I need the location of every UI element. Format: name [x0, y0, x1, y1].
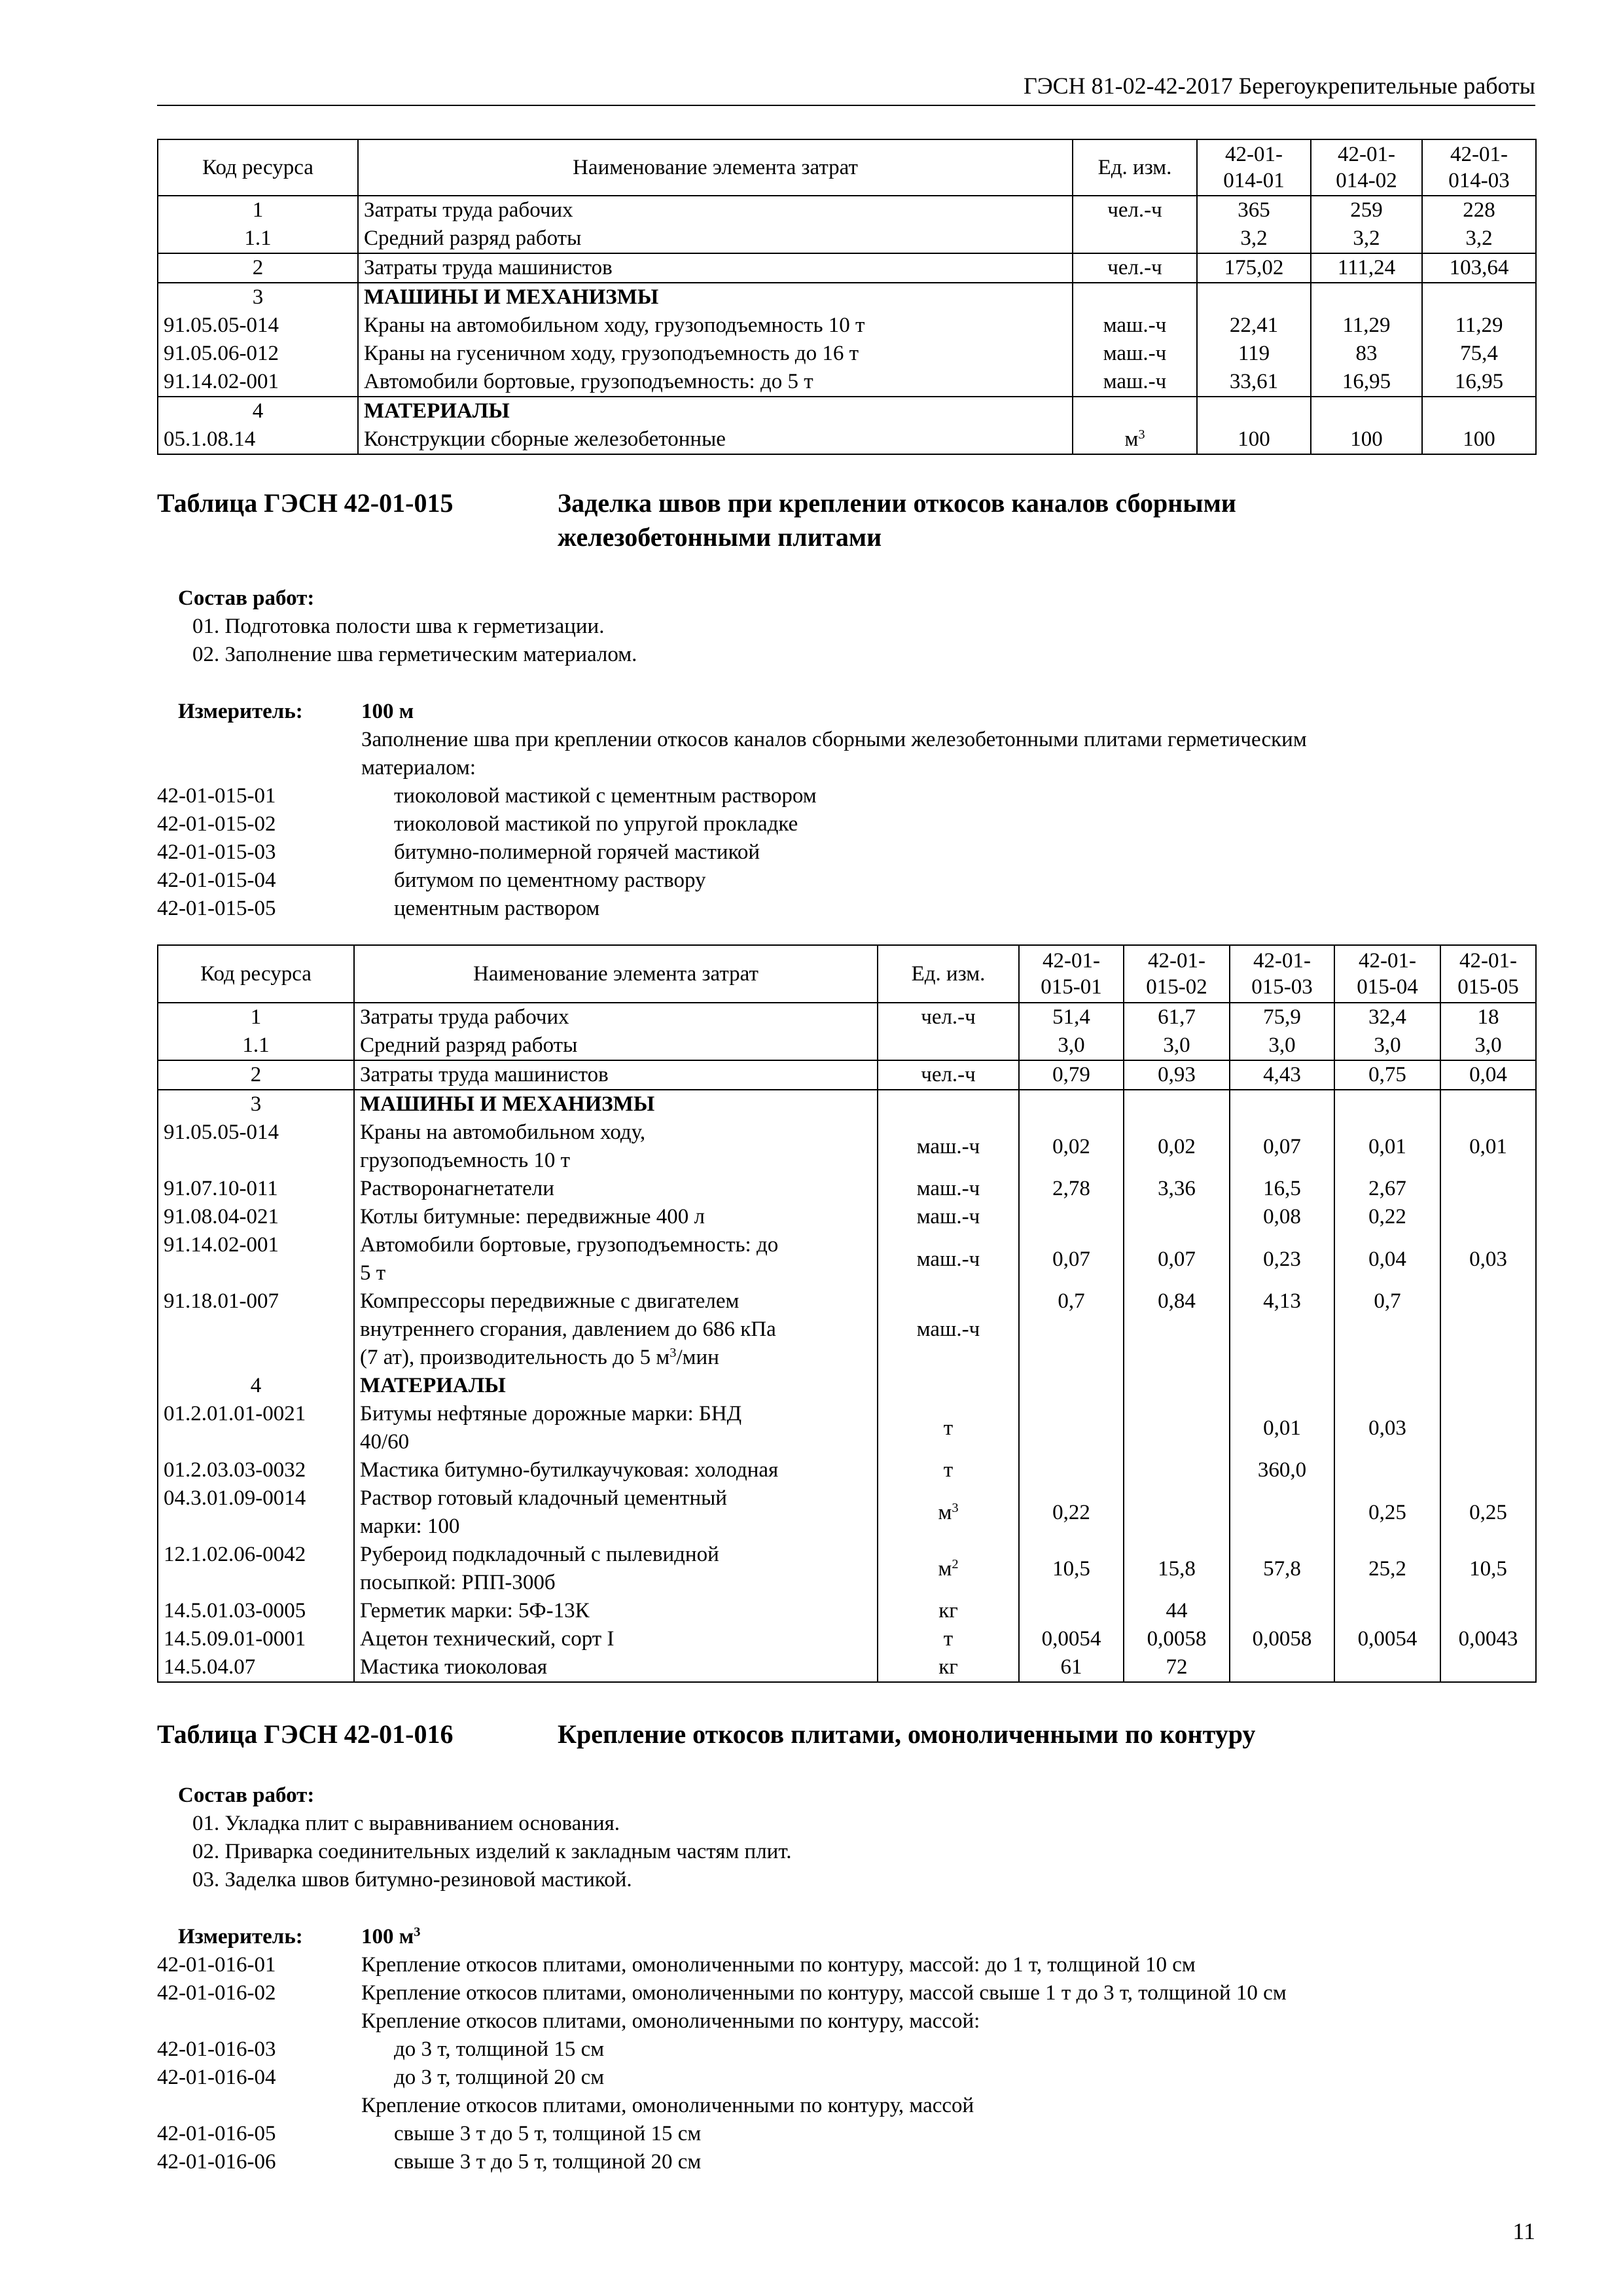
resource-name: Затраты труда рабочих	[358, 196, 1073, 224]
resource-value	[1440, 1175, 1536, 1203]
variant-text: до 3 т, толщиной 15 см	[394, 2037, 605, 2061]
meter-label-015: Измеритель:	[178, 700, 303, 723]
resource-value	[1230, 1090, 1334, 1119]
variant-text: Крепление откосов плитами, омоноличенными по контуру, массой свыше 1 т до 3 т, толщиной 10 см	[361, 1981, 1287, 2005]
resource-name: Компрессоры передвижные с двигателем внутреннего сгорания, давлением до 686 кПа (7 ат), производительность до 5 $м^3$/мин	[354, 1287, 878, 1372]
variant-text: до 3 т, толщиной 20 см	[394, 2066, 605, 2089]
resource-value: 25,2	[1334, 1541, 1440, 1597]
resource-unit: $м^3$	[1073, 425, 1197, 454]
resource-code: 4	[158, 1372, 354, 1400]
resource-value: 16,5	[1230, 1175, 1334, 1203]
resource-value: 18	[1440, 1003, 1536, 1031]
resource-value	[1230, 1597, 1334, 1625]
resource-value: 3,0	[1334, 1031, 1440, 1060]
variant-item	[157, 810, 1531, 838]
resource-value: 3,0	[1440, 1031, 1536, 1060]
col-header-variant: 42-01- 014-03	[1422, 139, 1536, 196]
resource-value	[1124, 1203, 1230, 1231]
resource-code: 91.18.01-007	[158, 1287, 354, 1372]
resource-unit: маш.-ч	[1073, 368, 1197, 397]
resource-value: 365	[1197, 196, 1311, 224]
composition-label-016: Состав работ:	[178, 1784, 315, 1807]
resource-value: 0,04	[1334, 1231, 1440, 1287]
resource-code: 91.05.06-012	[158, 340, 358, 368]
resource-value: 4,43	[1230, 1060, 1334, 1090]
resource-code: 3	[158, 1090, 354, 1119]
resource-value: 100	[1422, 425, 1536, 454]
resource-value: 3,0	[1124, 1031, 1230, 1060]
resource-value	[1019, 1597, 1124, 1625]
resource-name: Затраты труда рабочих	[354, 1003, 878, 1031]
resource-value: 75,9	[1230, 1003, 1334, 1031]
resource-value: 11,29	[1422, 312, 1536, 340]
variant-text: Крепление откосов плитами, омоноличенными по контуру, массой: до 1 т, толщиной 10 см	[361, 1953, 1196, 1977]
resource-unit	[1073, 283, 1197, 312]
table-label-015: Таблица ГЭСН 42-01-015	[157, 488, 454, 518]
table-row	[158, 1119, 1536, 1175]
resource-value	[1440, 1400, 1536, 1456]
resource-value	[1440, 1287, 1536, 1372]
resource-unit	[1073, 397, 1197, 425]
resource-name: Мастика тиоколовая	[354, 1653, 878, 1682]
col-header-name: Наименование элемента затрат	[358, 139, 1073, 196]
resource-value	[1440, 1456, 1536, 1484]
resource-code: 1	[158, 196, 358, 224]
col-header-code: Код ресурса	[158, 945, 354, 1003]
resource-code: 91.05.05-014	[158, 312, 358, 340]
resource-name: Краны на гусеничном ходу, грузоподъемность до 16 т	[358, 340, 1073, 368]
resource-unit	[1073, 224, 1197, 253]
resource-value	[1019, 1372, 1124, 1400]
variant-text: свыше 3 т до 5 т, толщиной 15 см	[394, 2122, 702, 2145]
variant-text: битумно-полимерной горячей мастикой	[394, 840, 760, 864]
resource-unit: т	[878, 1625, 1019, 1653]
meter-description: Заполнение шва при креплении откосов каналов сборными железобетонными плитами герметическим	[361, 728, 1307, 751]
resource-value: 0,22	[1334, 1203, 1440, 1231]
resource-value: 2,67	[1334, 1175, 1440, 1203]
resource-value: 61,7	[1124, 1003, 1230, 1031]
table-row	[158, 312, 1536, 340]
resource-name: Средний разряд работы	[358, 224, 1073, 253]
resource-unit: $м^3$	[878, 1484, 1019, 1541]
meter-label-016: Измеритель:	[178, 1925, 303, 1948]
resource-value: 3,2	[1311, 224, 1422, 253]
resource-name: МАШИНЫ И МЕХАНИЗМЫ	[354, 1090, 878, 1119]
resource-unit: т	[878, 1456, 1019, 1484]
resource-value	[1124, 1456, 1230, 1484]
resource-value: 3,2	[1197, 224, 1311, 253]
variant-text: тиоколовой мастикой с цементным раствором	[394, 784, 817, 808]
resource-value	[1334, 1597, 1440, 1625]
table-row	[158, 1400, 1536, 1456]
resource-value	[1440, 1090, 1536, 1119]
table-row	[158, 1484, 1536, 1541]
col-header-unit: Ед. изм.	[878, 945, 1019, 1003]
resource-code: 4	[158, 397, 358, 425]
resource-name: Котлы битумные: передвижные 400 л	[354, 1203, 878, 1231]
resource-value: 0,23	[1230, 1231, 1334, 1287]
resource-unit	[878, 1372, 1019, 1400]
variant-item	[157, 782, 1531, 810]
table-row	[158, 1031, 1536, 1060]
table-row	[158, 1003, 1536, 1031]
variant-code: 42-01-016-01	[157, 1953, 276, 1977]
variant-code: 42-01-016-05	[157, 2122, 276, 2145]
variant-code: 42-01-016-02	[157, 1981, 276, 2005]
resource-name: Автомобили бортовые, грузоподъемность: до 5 т	[354, 1231, 878, 1287]
resource-code: 01.2.03.03-0032	[158, 1456, 354, 1484]
table-label-016: Таблица ГЭСН 42-01-016	[157, 1719, 454, 1749]
table-row	[158, 368, 1536, 397]
resource-value: 0,79	[1019, 1060, 1124, 1090]
resource-value	[1334, 1653, 1440, 1682]
work-step: 01. Подготовка полости шва к герметизации.	[192, 615, 605, 638]
resource-unit: маш.-ч	[878, 1175, 1019, 1203]
table-row	[158, 196, 1536, 224]
resource-value: 44	[1124, 1597, 1230, 1625]
variant-list-015	[157, 782, 1531, 923]
resource-value: 11,29	[1311, 312, 1422, 340]
variant-code: 42-01-015-02	[157, 812, 276, 836]
resource-value: 0,0054	[1334, 1625, 1440, 1653]
resource-value	[1334, 1372, 1440, 1400]
resource-value: 0,0058	[1230, 1625, 1334, 1653]
table-row	[158, 1456, 1536, 1484]
resource-value: 100	[1311, 425, 1422, 454]
table-row	[158, 1287, 1536, 1372]
composition-label-015: Состав работ:	[178, 586, 315, 610]
resource-value	[1422, 397, 1536, 425]
resource-value: 0,84	[1124, 1287, 1230, 1372]
work-step: 03. Заделка швов битумно-резиновой мастикой.	[192, 1868, 632, 1892]
resource-value: 10,5	[1440, 1541, 1536, 1597]
resource-value: 0,08	[1230, 1203, 1334, 1231]
resource-value: 0,07	[1230, 1119, 1334, 1175]
variant-item	[157, 2092, 1531, 2120]
variant-item	[157, 1951, 1531, 1979]
resource-value	[1422, 283, 1536, 312]
resource-name: Битумы нефтяные дорожные марки: БНД 40/60	[354, 1400, 878, 1456]
resource-name: Средний разряд работы	[354, 1031, 878, 1060]
table-row	[158, 1203, 1536, 1231]
variant-item	[157, 2148, 1531, 2176]
resource-value	[1230, 1484, 1334, 1541]
resource-value: 3,0	[1230, 1031, 1334, 1060]
table-row	[158, 1653, 1536, 1682]
col-header-unit: Ед. изм.	[1073, 139, 1197, 196]
variant-item	[157, 867, 1531, 895]
resource-code: 04.3.01.09-0014	[158, 1484, 354, 1541]
resource-value: 16,95	[1311, 368, 1422, 397]
resource-unit: кг	[878, 1653, 1019, 1682]
resource-unit: чел.-ч	[878, 1003, 1019, 1031]
col-header-variant: 42-01- 015-04	[1334, 945, 1440, 1003]
resource-value: 0,25	[1440, 1484, 1536, 1541]
resource-value: 57,8	[1230, 1541, 1334, 1597]
table-title-015-line1: Заделка швов при креплении откосов каналов сборными	[558, 488, 1236, 518]
resource-value: 0,0043	[1440, 1625, 1536, 1653]
table-row	[158, 224, 1536, 253]
variant-item	[157, 2036, 1531, 2064]
resource-value: 0,03	[1440, 1231, 1536, 1287]
col-header-name: Наименование элемента затрат	[354, 945, 878, 1003]
variant-list-016	[157, 1951, 1531, 2176]
resource-unit: маш.-ч	[1073, 312, 1197, 340]
resource-name: МАТЕРИАЛЫ	[354, 1372, 878, 1400]
resource-value	[1124, 1400, 1230, 1456]
meter-description: материалом:	[361, 756, 476, 780]
resource-code: 3	[158, 283, 358, 312]
resource-table-015	[157, 944, 1537, 1683]
resource-value: 119	[1197, 340, 1311, 368]
col-header-variant: 42-01- 014-01	[1197, 139, 1311, 196]
variant-code: 42-01-015-03	[157, 840, 276, 864]
work-step: 02. Заполнение шва герметическим материалом.	[192, 643, 637, 666]
resource-code: 91.07.10-011	[158, 1175, 354, 1203]
resource-unit: чел.-ч	[878, 1060, 1019, 1090]
resource-value: 100	[1197, 425, 1311, 454]
resource-value: 33,61	[1197, 368, 1311, 397]
resource-value	[1124, 1090, 1230, 1119]
resource-value: 103,64	[1422, 253, 1536, 283]
resource-code: 14.5.04.07	[158, 1653, 354, 1682]
resource-name: Краны на автомобильном ходу, грузоподъемность 10 т	[354, 1119, 878, 1175]
table-row	[158, 1090, 1536, 1119]
variant-code: 42-01-015-05	[157, 897, 276, 920]
table-title-015-line2: железобетонными плитами	[558, 522, 882, 552]
work-step: 01. Укладка плит с выравниванием основания.	[192, 1812, 620, 1835]
resource-name: Затраты труда машинистов	[354, 1060, 878, 1090]
variant-text: битумом по цементному раствору	[394, 869, 706, 892]
resource-code: 1	[158, 1003, 354, 1031]
table-row	[158, 1060, 1536, 1090]
col-header-variant: 42-01- 015-02	[1124, 945, 1230, 1003]
resource-value: 3,0	[1019, 1031, 1124, 1060]
table-row	[158, 340, 1536, 368]
resource-value: 0,0054	[1019, 1625, 1124, 1653]
resource-value: 0,25	[1334, 1484, 1440, 1541]
variant-code: 42-01-016-06	[157, 2150, 276, 2174]
meter-value-016: 100 $м^3$	[361, 1924, 421, 1948]
table-row	[158, 397, 1536, 425]
work-step: 02. Приварка соединительных изделий к закладным частям плит.	[192, 1840, 792, 1863]
resource-value: 83	[1311, 340, 1422, 368]
resource-unit: маш.-ч	[878, 1231, 1019, 1287]
table-row	[158, 283, 1536, 312]
resource-code: 1.1	[158, 224, 358, 253]
resource-unit: кг	[878, 1597, 1019, 1625]
variant-item	[157, 1979, 1531, 2007]
resource-name: Мастика битумно-бутилкаучуковая: холодная	[354, 1456, 878, 1484]
table-row	[158, 425, 1536, 454]
resource-unit: маш.-ч	[1073, 340, 1197, 368]
resource-value: 22,41	[1197, 312, 1311, 340]
table-row	[158, 1175, 1536, 1203]
variant-item	[157, 2120, 1531, 2148]
resource-value: 228	[1422, 196, 1536, 224]
variant-code: 42-01-016-03	[157, 2037, 276, 2061]
col-header-code: Код ресурса	[158, 139, 358, 196]
resource-value: 15,8	[1124, 1541, 1230, 1597]
resource-value: 3,36	[1124, 1175, 1230, 1203]
resource-code: 2	[158, 1060, 354, 1090]
resource-name: Затраты труда машинистов	[358, 253, 1073, 283]
resource-unit: $м^2$	[878, 1541, 1019, 1597]
resource-value	[1019, 1400, 1124, 1456]
resource-code: 91.14.02-001	[158, 1231, 354, 1287]
variant-text: цементным раствором	[394, 897, 600, 920]
resource-value: 0,07	[1124, 1231, 1230, 1287]
resource-value	[1334, 1090, 1440, 1119]
variant-item	[157, 2007, 1531, 2036]
resource-value: 32,4	[1334, 1003, 1440, 1031]
resource-code: 91.14.02-001	[158, 368, 358, 397]
resource-name: Рубероид подкладочный с пылевидной посыпкой: РПП-300б	[354, 1541, 878, 1597]
table-row	[158, 1541, 1536, 1597]
resource-value	[1019, 1090, 1124, 1119]
resource-value: 111,24	[1311, 253, 1422, 283]
resource-value	[1440, 1653, 1536, 1682]
resource-unit: чел.-ч	[1073, 253, 1197, 283]
table-row	[158, 1625, 1536, 1653]
resource-value: 0,0058	[1124, 1625, 1230, 1653]
resource-value: 4,13	[1230, 1287, 1334, 1372]
resource-code: 91.05.05-014	[158, 1119, 354, 1175]
resource-value: 3,2	[1422, 224, 1536, 253]
variant-item	[157, 2064, 1531, 2092]
resource-value: 0,01	[1334, 1119, 1440, 1175]
running-header: ГЭСН 81-02-42-2017 Берегоукрепительные работы	[157, 71, 1535, 106]
resource-value: 2,78	[1019, 1175, 1124, 1203]
table-row	[158, 1372, 1536, 1400]
resource-value: 61	[1019, 1653, 1124, 1682]
resource-value: 0,7	[1334, 1287, 1440, 1372]
resource-value: 0,22	[1019, 1484, 1124, 1541]
table-title-016: Крепление откосов плитами, омоноличенными по контуру	[558, 1719, 1256, 1749]
resource-code: 2	[158, 253, 358, 283]
resource-name: Раствор готовый кладочный цементный марки: 100	[354, 1484, 878, 1541]
col-header-variant: 42-01- 015-01	[1019, 945, 1124, 1003]
resource-unit: маш.-ч	[878, 1119, 1019, 1175]
resource-unit	[878, 1090, 1019, 1119]
resource-value	[1124, 1372, 1230, 1400]
variant-code: 42-01-015-04	[157, 869, 276, 892]
table-row	[158, 253, 1536, 283]
resource-value	[1124, 1484, 1230, 1541]
resource-code: 05.1.08.14	[158, 425, 358, 454]
resource-value: 16,95	[1422, 368, 1536, 397]
resource-value: 75,4	[1422, 340, 1536, 368]
col-header-variant: 42-01- 015-05	[1440, 945, 1536, 1003]
resource-name: МАШИНЫ И МЕХАНИЗМЫ	[358, 283, 1073, 312]
resource-name: Краны на автомобильном ходу, грузоподъемность 10 т	[358, 312, 1073, 340]
resource-code: 01.2.01.01-0021	[158, 1400, 354, 1456]
resource-value: 0,04	[1440, 1060, 1536, 1090]
resource-value	[1230, 1372, 1334, 1400]
resource-value: 0,02	[1019, 1119, 1124, 1175]
resource-code: 1.1	[158, 1031, 354, 1060]
resource-value: 72	[1124, 1653, 1230, 1682]
resource-value	[1230, 1653, 1334, 1682]
page-number: 11	[1512, 2218, 1535, 2244]
variant-text: Крепление откосов плитами, омоноличенными по контуру, массой:	[361, 2009, 980, 2033]
meter-value-015: 100 м	[361, 700, 414, 723]
resource-value: 175,02	[1197, 253, 1311, 283]
resource-unit	[878, 1031, 1019, 1060]
variant-text: Крепление откосов плитами, омоноличенными по контуру, массой	[361, 2094, 974, 2117]
resource-unit: маш.-ч	[878, 1287, 1019, 1372]
resource-name: Герметик марки: 5Ф-13К	[354, 1597, 878, 1625]
resource-unit: т	[878, 1400, 1019, 1456]
table-row	[158, 1231, 1536, 1287]
resource-value: 0,01	[1230, 1400, 1334, 1456]
col-header-variant: 42-01- 015-03	[1230, 945, 1334, 1003]
resource-code: 14.5.09.01-0001	[158, 1625, 354, 1653]
resource-value	[1197, 283, 1311, 312]
col-header-variant: 42-01- 014-02	[1311, 139, 1422, 196]
resource-value	[1334, 1456, 1440, 1484]
resource-value: 0,93	[1124, 1060, 1230, 1090]
resource-value: 10,5	[1019, 1541, 1124, 1597]
resource-value: 51,4	[1019, 1003, 1124, 1031]
resource-value	[1197, 397, 1311, 425]
resource-value: 0,01	[1440, 1119, 1536, 1175]
resource-value	[1311, 283, 1422, 312]
resource-name: МАТЕРИАЛЫ	[358, 397, 1073, 425]
resource-value	[1440, 1203, 1536, 1231]
resource-table-014	[157, 139, 1537, 455]
variant-text: свыше 3 т до 5 т, толщиной 20 см	[394, 2150, 702, 2174]
resource-value: 0,75	[1334, 1060, 1440, 1090]
resource-value: 360,0	[1230, 1456, 1334, 1484]
resource-value: 0,07	[1019, 1231, 1124, 1287]
table-row	[158, 1597, 1536, 1625]
resource-value: 0,03	[1334, 1400, 1440, 1456]
resource-value: 0,7	[1019, 1287, 1124, 1372]
resource-name: Ацетон технический, сорт I	[354, 1625, 878, 1653]
resource-value	[1440, 1597, 1536, 1625]
resource-name: Автомобили бортовые, грузоподъемность: до 5 т	[358, 368, 1073, 397]
resource-code: 91.08.04-021	[158, 1203, 354, 1231]
variant-code: 42-01-015-01	[157, 784, 276, 808]
resource-name: Растворонагнетатели	[354, 1175, 878, 1203]
resource-value: 0,02	[1124, 1119, 1230, 1175]
resource-value	[1019, 1203, 1124, 1231]
resource-code: 12.1.02.06-0042	[158, 1541, 354, 1597]
resource-unit: чел.-ч	[1073, 196, 1197, 224]
resource-value	[1311, 397, 1422, 425]
variant-text: тиоколовой мастикой по упругой прокладке	[394, 812, 798, 836]
variant-item	[157, 838, 1531, 867]
resource-code: 14.5.01.03-0005	[158, 1597, 354, 1625]
variant-code: 42-01-016-04	[157, 2066, 276, 2089]
resource-name: Конструкции сборные железобетонные	[358, 425, 1073, 454]
variant-item	[157, 895, 1531, 923]
resource-value	[1019, 1456, 1124, 1484]
resource-value	[1440, 1372, 1536, 1400]
resource-unit: маш.-ч	[878, 1203, 1019, 1231]
resource-value: 259	[1311, 196, 1422, 224]
